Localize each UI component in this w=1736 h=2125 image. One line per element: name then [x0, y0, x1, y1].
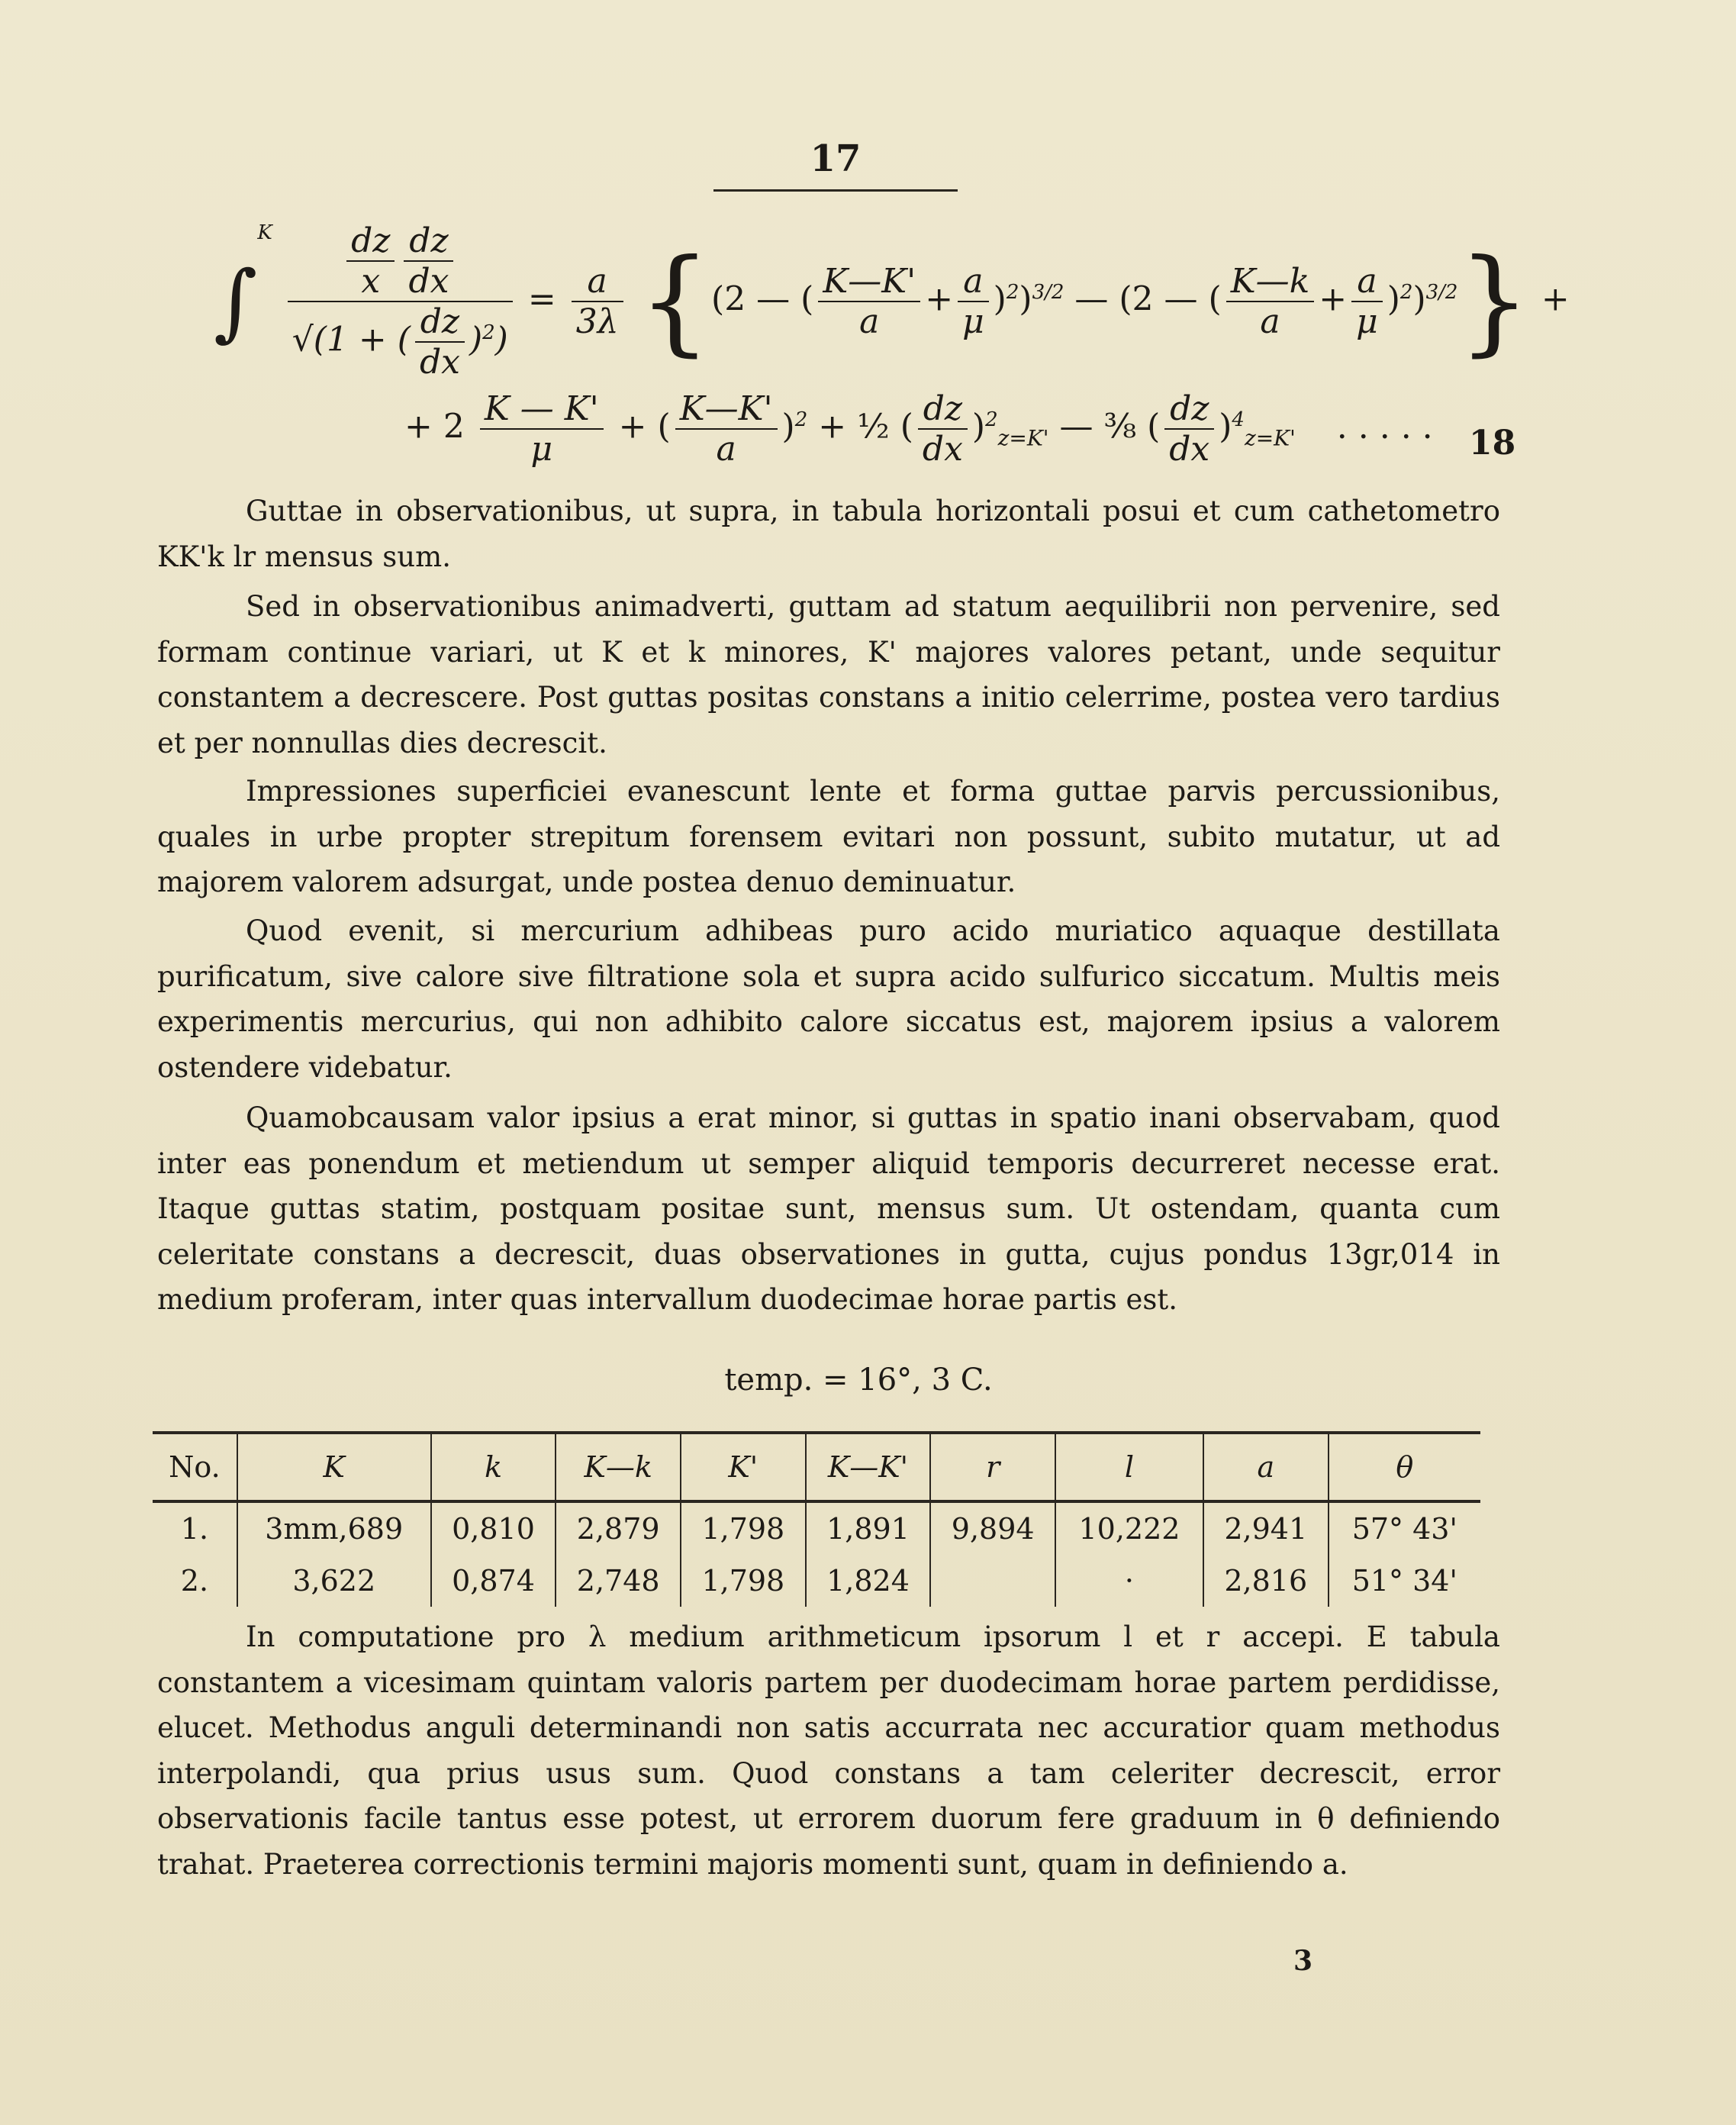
table-cell: 0,810 — [431, 1501, 556, 1555]
col-header: K—k — [556, 1433, 681, 1501]
paragraph-5 — [157, 1095, 1500, 1323]
col-header: K — [237, 1433, 431, 1501]
table-cell: 3,622 — [237, 1555, 431, 1607]
paragraph-text: Guttae in observationibus, ut supra, in tabula horizontali posui et cum cathetometro KK'k lr mensus sum. — [157, 495, 1500, 573]
page-number: 17 — [810, 137, 862, 180]
paragraph-text: Quamobcausam valor ipsius a erat minor, si guttas in spatio inani observabam, quod inter eas ponendum et metiendum ut semper aliquid temporis decurreret necesse erat. Itaque guttas statim, postquam positae sunt, mensus sum. Ut ostendam, quanta cum celeritate constans a decrescit, duas observationes in gutta, cujus pondus 13gr,014 in medium proferam, inter quas intervallum duodecimae horae partis est. — [157, 1101, 1500, 1316]
table-row — [153, 1555, 1480, 1607]
col-header: No. — [153, 1433, 237, 1501]
table-cell: 2,879 — [556, 1501, 681, 1555]
table-row — [153, 1501, 1480, 1555]
sheet-number: 3 — [1293, 1945, 1313, 1977]
table-cell: 2,748 — [556, 1555, 681, 1607]
paragraph-text: In computatione pro λ medium arithmeticum ipsorum l et r accepi. E tabula constantem a vicesimam quintam valoris partem per duodecimam horae partem perdidisse, elucet. Methodus anguli determinandi non satis accurrata nec accuratior quam methodus interpolandi, qua prius usus sum. Quod constans a tam celeriter decrescit, error observationis facile tantus esse potest, ut errorem duorum fere graduum in θ definiendo trahat. Praeterea correctionis termini majoris momenti sunt, quam in definiendo a. — [157, 1620, 1500, 1881]
table-cell: 1,798 — [681, 1501, 806, 1555]
paragraph-6 — [157, 1614, 1500, 1887]
table-cell: 1,824 — [806, 1555, 931, 1607]
table-cell: 3mm,689 — [237, 1501, 431, 1555]
table-cell: 10,222 — [1055, 1501, 1203, 1555]
col-header: K—K' — [806, 1433, 931, 1501]
table-cell: 57° 43' — [1329, 1501, 1480, 1555]
table-header-row — [153, 1433, 1480, 1501]
paragraph-3 — [157, 769, 1500, 905]
col-header: k — [431, 1433, 556, 1501]
paragraph-text: Impressiones superficiei evanescunt lente et forma guttae parvis percussionibus, quales in urbe propter strepitum forensem evitari non possunt, subito mutatur, ut ad majorem valorem adsurgat, unde postea denuo deminuatur. — [157, 775, 1500, 898]
table-cell: 1,891 — [806, 1501, 931, 1555]
table-cell: 1. — [180, 1512, 209, 1546]
col-header: θ — [1329, 1433, 1480, 1501]
paragraph-text: Sed in observationibus animadverti, guttam ad statum aequilibrii non pervenire, sed formam continue variari, ut K et k minores, K' majores valores petant, unde sequitur constantem a decrescere. Post guttas positas constans a initio celerrime, postea vero tardius et per nonnullas dies decrescit. — [157, 590, 1500, 759]
paragraph-4 — [157, 908, 1500, 1090]
equation-number: 18 — [1469, 424, 1516, 463]
table-cell: 0,874 — [431, 1555, 556, 1607]
col-header: r — [930, 1433, 1055, 1501]
col-header: K' — [681, 1433, 806, 1501]
paragraph-2 — [157, 584, 1500, 766]
observation-table — [153, 1431, 1480, 1607]
table-cell: 9,894 — [930, 1501, 1055, 1555]
table-cell: 2,816 — [1203, 1555, 1329, 1607]
paragraph-text: Quod evenit, si mercurium adhibeas puro acido muriatico aquaque destillata purificatum, sive calore sive filtratione sola et supra acido sulfurico siccatum. Multis meis experimentis mercurius, qui non adhibito calore siccatus est, majorem ipsius a valorem ostendere videbatur. — [157, 914, 1500, 1084]
table-cell — [930, 1555, 1055, 1607]
temperature-line: temp. = 16°, 3 C. — [724, 1362, 993, 1398]
table-cell: 1,798 — [681, 1555, 806, 1607]
col-header: l — [1055, 1433, 1203, 1501]
table-cell: 2,941 — [1203, 1501, 1329, 1555]
integral-formula-line-2: + 2 $\frac{K — K'}{\mu}$ + ( $\frac{K—K'}{a}$ )$^2$ + ½ ( $\frac{dz}{dx}$ )$^2_{z=K'}$ — ⅜ ( $\frac{dz}{dx}$ )$^4_{z=K'}$ . . . . . — [404, 389, 1433, 469]
header-rule — [713, 189, 958, 192]
paragraph-1 — [157, 489, 1500, 579]
table-cell: · — [1055, 1555, 1203, 1607]
table-cell: 51° 34' — [1329, 1555, 1480, 1607]
col-header: a — [1203, 1433, 1329, 1501]
integral-formula-line-1: ∫$^K$ $\frac{dz}{x}$ $\frac{dz}{dx}$ √(1 + ( $\frac{dz}{dx}$ )$^2$) = $\frac{a}{3\lambda}$ {(2 — ( $\frac{K—K'}{a}$ + $\frac{a}{\mu}$ )$^2$)$^{3/2}$ — (2 — ( $\frac{K—k}{a}$ + $\frac{a}{\mu}$ )$^2$)$^{3/2}$} + — [214, 221, 1570, 382]
table-cell: 2. — [180, 1564, 209, 1598]
